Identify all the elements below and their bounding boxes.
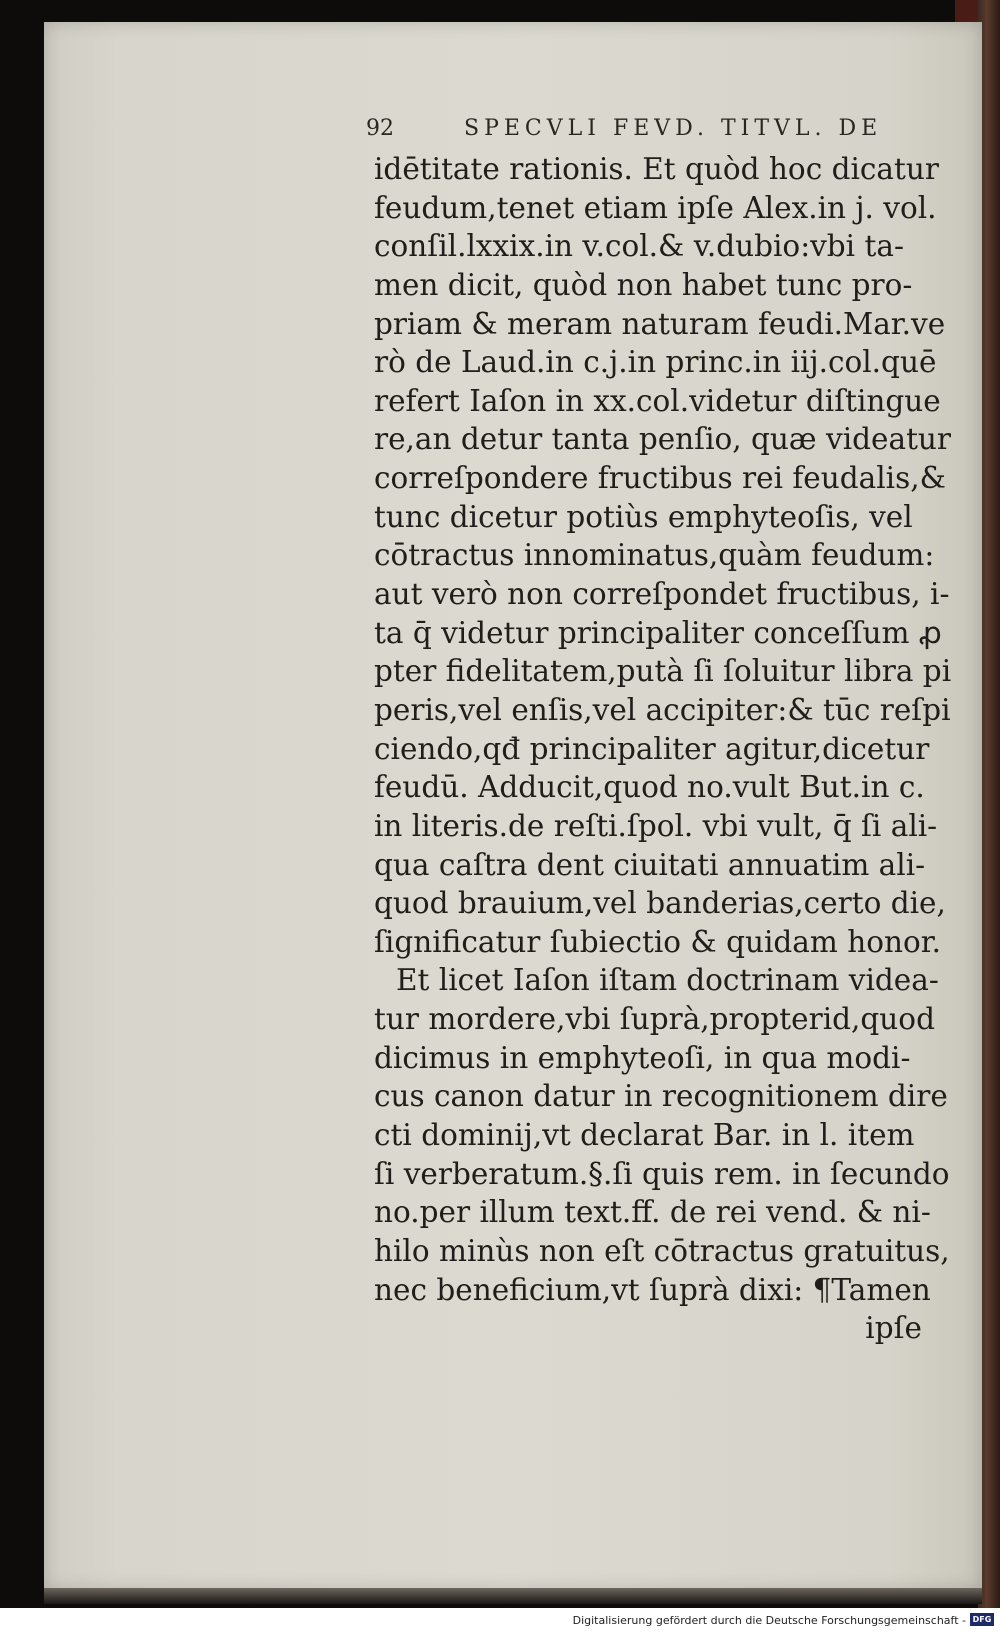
text-line: dicimus in emphyteoſi, in qua modi-	[374, 1040, 911, 1075]
running-title: SPECVLI FEVD. TITVL. DE	[464, 116, 883, 141]
text-line: aut verò non correſpondet fructibus, i-	[374, 577, 950, 612]
running-header	[366, 116, 886, 150]
text-line: tur mordere,vbi ſuprà,propterid,quod	[374, 1002, 935, 1037]
text-line: correſpondere fructibus rei feudalis,&	[374, 461, 946, 496]
text-line: quod brauium,vel banderias,certo die,	[374, 886, 946, 921]
text-line: nec beneficium,vt ſuprà dixi: ¶Tamen	[374, 1272, 931, 1307]
text-line: qua caſtra dent ciuitati annuatim ali-	[374, 847, 926, 882]
text-line: tunc dicetur potiùs emphyteoſis, vel	[374, 499, 913, 534]
paragraph-start-line: Et licet Iaſon iſtam doctrinam videa-	[396, 963, 939, 998]
text-line: ſignificatur ſubiectio & quidam honor.	[374, 924, 941, 959]
text-line: feudum,tenet etiam ipſe Alex.in j. vol.	[374, 190, 937, 225]
text-line: no.per illum text.ff. de rei vend. & ni-	[374, 1195, 931, 1230]
text-line: idētitate rationis. Et quòd hoc dicatur	[374, 152, 939, 186]
body-text	[374, 150, 954, 1348]
text-line: cus canon datur in recognitionem dire	[374, 1079, 948, 1114]
text-line: priam & meram naturam feudi.Mar.ve	[374, 306, 946, 341]
text-line: cōtractus innominatus,quàm feudum:	[374, 538, 935, 573]
text-line: ta q̄ videtur principaliter conceſſum ꝓ	[374, 615, 942, 650]
text-line: pter fidelitatem,putà ſi ſoluitur libra pi	[374, 654, 952, 689]
text-line: in literis.de reſti.ſpol. vbi vult, q̄ ſi ali-	[374, 808, 938, 843]
text-line: men dicit, quòd non habet tunc pro-	[374, 267, 913, 302]
catchword: ipſe	[865, 1311, 922, 1346]
text-line: conſil.lxxix.in v.col.& v.dubio:vbi ta-	[374, 229, 904, 264]
digitization-credit: Digitalisierung gefördert durch die Deutsche Forschungsgemeinschaft -	[572, 1614, 966, 1627]
page-number: 92	[366, 116, 394, 141]
text-line: rò de Laud.in c.j.in princ.in iij.col.quē	[374, 345, 937, 380]
text-line: feudū. Adducit,quod no.vult But.in c.	[374, 770, 925, 805]
page-bottom-shadow	[44, 1588, 982, 1604]
text-line: peris,vel enſis,vel accipiter:& tūc reſpi	[374, 692, 951, 727]
text-line: re,an detur tanta penſio, quæ videatur	[374, 422, 952, 457]
dfg-logo: DFG	[970, 1613, 994, 1626]
text-line: cti dominij,vt declarat Bar. in l. item	[374, 1118, 915, 1153]
text-line: hilo minùs non eſt cōtractus gratuitus,	[374, 1233, 950, 1268]
text-line: ſi verberatum.§.ſi quis rem. in ſecundo	[374, 1156, 950, 1191]
text-line: ciendo,qđ principaliter agitur,dicetur	[374, 731, 930, 766]
text-line: refert Iaſon in xx.col.videtur diſtingue	[374, 383, 941, 418]
